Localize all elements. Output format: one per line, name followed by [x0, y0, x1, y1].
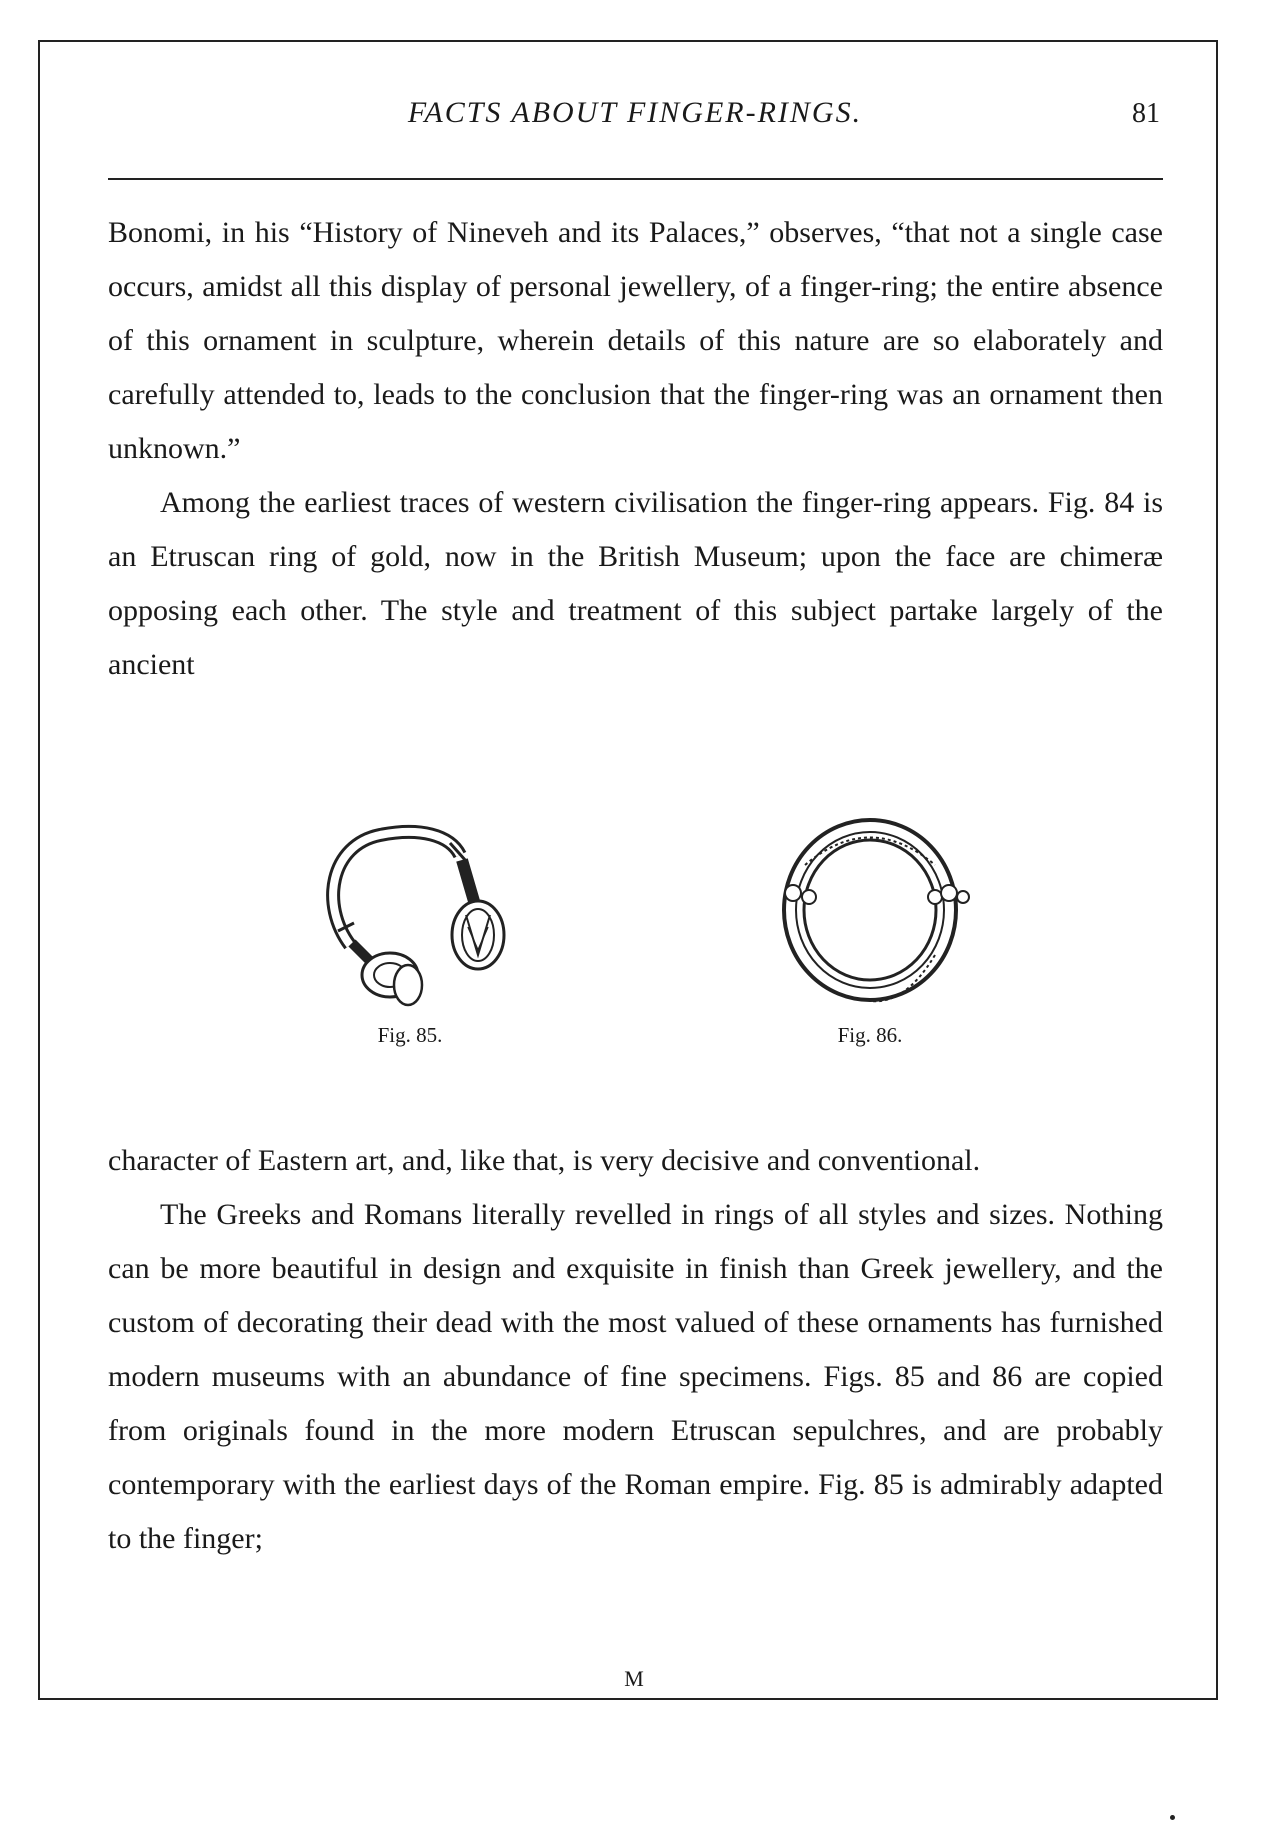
header-rule: [108, 178, 1163, 180]
paragraph-etruscan-ring: Among the earliest traces of western civilisation the finger-ring appears. Fig. 84 is an Etruscan ring of gold, now in the British Museum; upon the face are chimeræ opposing each other. The style and treatment of this subject partake largely of the ancient: [108, 486, 1163, 681]
figure-85: [290, 805, 530, 1085]
signature-mark: M: [624, 1666, 644, 1691]
ring-illustration-85-icon: [310, 805, 510, 1015]
figure-86: [750, 805, 990, 1085]
page-number: 81: [1132, 98, 1160, 129]
paragraph-greeks-romans: The Greeks and Romans literally revelled in rings of all styles and sizes. Nothing can be more beautiful in design and exquisite in finish than Greek jewellery, and the custom of decorating their dead with the most valued of these ornaments has furnished modern museums with an abundance of fine specimens. Figs. 85 and 86 are copied from originals found in the more modern Etruscan sepulchres, and are probably contemporary with the earliest days of the Roman empire. Fig. 85 is admirably adapted to the finger;: [108, 1198, 1163, 1555]
text-block-top: [108, 206, 1163, 692]
running-title: FACTS ABOUT FINGER-RINGS.: [407, 96, 863, 129]
figure-86-caption: Fig. 86.: [837, 1023, 903, 1047]
ring-illustration-86-icon: [765, 805, 975, 1015]
figure-85-caption: Fig. 85.: [377, 1023, 443, 1047]
text-block-bottom: [108, 1134, 1163, 1566]
paragraph-bonomi-quote: Bonomi, in his “History of Nineveh and its Palaces,” observes, “that not a single case occurs, amidst all this display of personal jewellery, of a finger-ring; the entire absence of this ornament in sculpture, wherein details of this nature are so elaborately and carefully attended to, leads to the conclusion that the finger-ring was an ornament then unknown.”: [108, 216, 1163, 465]
running-head: [110, 96, 1160, 136]
ink-speck: [1170, 1815, 1175, 1820]
paragraph-eastern-art: character of Eastern art, and, like that, is very decisive and conventional.: [108, 1144, 981, 1177]
